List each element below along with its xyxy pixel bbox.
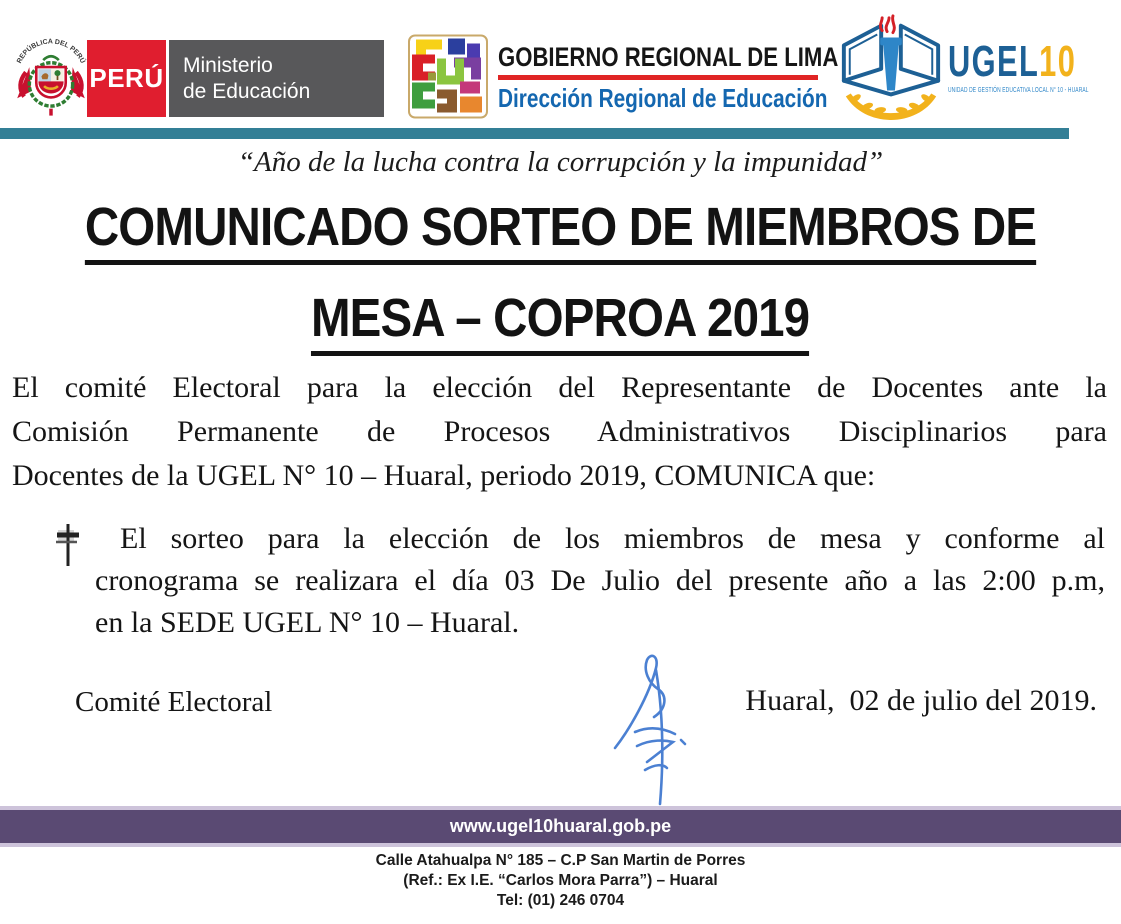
handwritten-signature: [603, 646, 698, 808]
peru-label: PERÚ: [89, 63, 164, 93]
intro-paragraph: [12, 366, 1107, 498]
document-title-line-2: MESA – COPROA 2019: [311, 291, 809, 356]
ugel-number: 10: [1039, 37, 1077, 86]
cross-bullet-icon: [56, 522, 80, 568]
website-url: www.ugel10huaral.gob.pe: [449, 816, 672, 836]
ugel10-wordmark: [948, 37, 1089, 94]
address-line-1: Calle Atahualpa N° 185 – C.P San Martin de Porres: [375, 852, 746, 869]
red-underline-rule: [498, 75, 818, 80]
intro-paragraph-line-1: El comité Electoral para la elección del Representante de Docentes ante la: [12, 371, 1107, 404]
bullet-line-1: El sorteo para la elección de los miembros de mesa y conforme al: [120, 522, 1105, 555]
svg-text:REPÚBLICA DEL PERÚ: REPÚBLICA DEL PERÚ: [16, 38, 86, 65]
ministry-of-education-banner: [169, 40, 384, 117]
bullet-line-2: cronograma se realizara el día 03 De Julio del presente año a las 2:00 p.m,: [95, 564, 1105, 597]
gobierno-regional-lima-titles: [498, 42, 838, 113]
direccion-regional-subtitle: Dirección Regional de Educación: [498, 83, 828, 113]
bullet-item: [95, 518, 1105, 644]
gobierno-regional-lima-logo-icon: [408, 33, 488, 120]
document-footer: [0, 806, 1121, 911]
bullet-line-3: en la SEDE UGEL N° 10 – Huaral.: [95, 606, 520, 639]
ugel-name: UGEL: [948, 37, 1040, 86]
website-bar: [0, 810, 1121, 843]
peru-red-banner: [87, 40, 166, 117]
intro-paragraph-line-2: Comisión Permanente de Procesos Administrativos Disciplinarios para: [12, 415, 1107, 448]
ministry-line-2: de Educación: [183, 79, 311, 103]
gobierno-regional-title: GOBIERNO REGIONAL DE LIMA: [498, 42, 839, 72]
document-title: [0, 197, 1121, 356]
address-line-2: (Ref.: Ex I.E. “Carlos Mora Parra”) – Huaral: [403, 872, 718, 889]
ugel-subtitle: UNIDAD DE GESTIÓN EDUCATIVA LOCAL N° 10 - HUARAL: [948, 87, 1089, 94]
lavender-rule-bottom: [0, 843, 1121, 847]
document-title-line-1: COMUNICADO SORTEO DE MIEMBROS DE: [85, 200, 1036, 265]
ugel10-logo-icon: [836, 2, 946, 126]
peru-coat-of-arms-icon: [12, 24, 90, 124]
place-and-date: Huaral, 02 de julio del 2019.: [745, 684, 1097, 717]
intro-paragraph-line-3: Docentes de la UGEL N° 10 – Huaral, periodo 2019, COMUNICA que:: [12, 459, 876, 492]
annual-motto: “Año de la lucha contra la corrupción y la impunidad”: [237, 146, 884, 178]
ministry-line-1: Ministerio: [183, 53, 273, 77]
ugel10-name-row: [948, 37, 1089, 86]
committee-signature-label: Comité Electoral: [75, 686, 273, 718]
header-divider-bar: [0, 128, 1069, 139]
address-line-3: Tel: (01) 246 0704: [496, 892, 625, 909]
